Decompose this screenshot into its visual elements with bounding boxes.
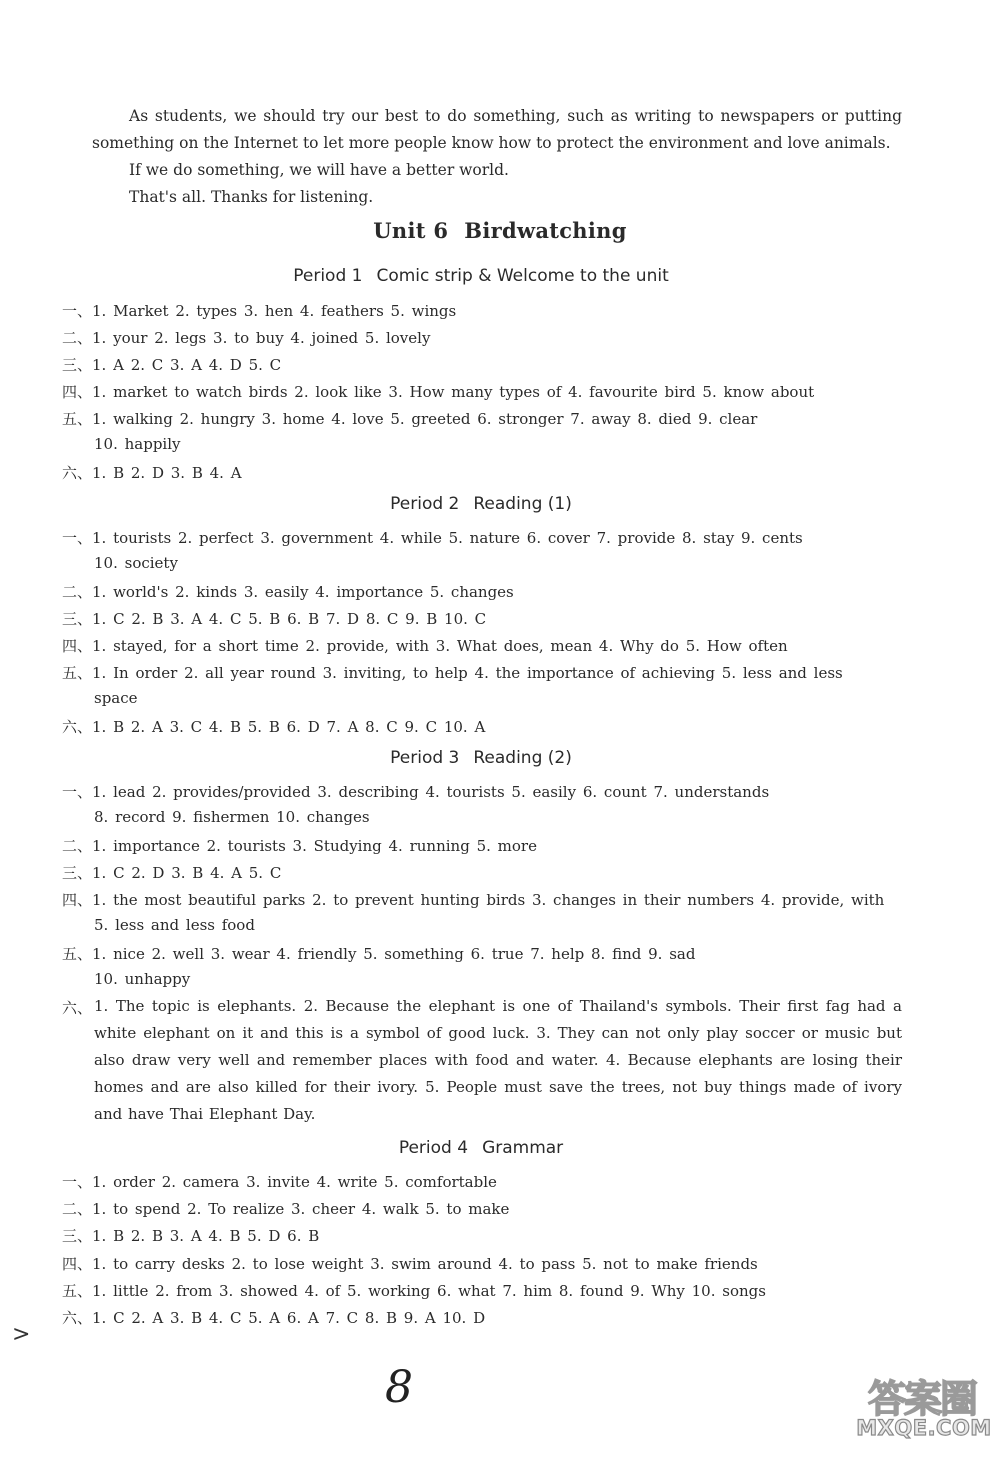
answer-text: 1. order 2. camera 3. invite 4. write 5. comfortable <box>92 1173 497 1191</box>
answer-text: 1. world's 2. kinds 3. easily 4. importance 5. changes <box>92 583 514 601</box>
answer-text: 1. tourists 2. perfect 3. government 4. while 5. nature 6. cover 7. provide 8. stay 9. cents <box>92 529 803 547</box>
section-number: 四、 <box>62 891 93 909</box>
intro-paragraph-3: That's all. Thanks for listening. <box>129 188 374 206</box>
answer-line-continued <box>94 554 934 572</box>
period-4-heading <box>0 1138 962 1158</box>
intro-paragraph-2: If we do something, we will have a better world. <box>129 161 509 179</box>
section-number: 六、 <box>62 1309 93 1327</box>
answer-text: 10. unhappy <box>94 970 191 988</box>
section-number: 一、 <box>62 1173 93 1191</box>
answer-line <box>62 943 902 964</box>
section-number: 一、 <box>62 783 93 801</box>
answer-line <box>62 635 902 656</box>
answer-line-continued <box>94 970 934 988</box>
answer-text: 5. less and less food <box>94 916 255 934</box>
period-2-heading <box>0 494 962 514</box>
section-number: 六、 <box>62 999 93 1017</box>
period-label: Period 1 <box>293 266 363 286</box>
period-topic: Reading (2) <box>473 748 572 768</box>
answer-text: 1. little 2. from 3. showed 4. of 5. working 6. what 7. him 8. found 9. Why 10. songs <box>92 1282 766 1300</box>
period-3-heading <box>0 748 962 768</box>
section-number: 四、 <box>62 1255 93 1273</box>
answer-text: 1. the most beautiful parks 2. to prevent hunting birds 3. changes in their numbers 4. provide, with <box>92 891 885 909</box>
watermark-glyphs: 答案圈 <box>867 1377 976 1421</box>
answer-line <box>62 835 902 856</box>
answer-line <box>62 581 902 602</box>
section-number: 二、 <box>62 583 93 601</box>
answer-line <box>62 1198 902 1219</box>
answer-line <box>62 889 902 910</box>
section-six-number <box>62 997 92 1018</box>
answer-line-continued <box>94 689 934 707</box>
answer-text: 8. record 9. fishermen 10. changes <box>94 808 370 826</box>
answer-line <box>62 608 902 629</box>
answer-line <box>62 327 902 348</box>
answer-line <box>62 408 902 429</box>
section-number: 五、 <box>62 945 93 963</box>
edge-mark: > <box>12 1322 31 1347</box>
answer-line-continued <box>94 916 934 934</box>
speech-conclusion <box>92 103 902 211</box>
answer-text: 1. Market 2. types 3. hen 4. feathers 5. wings <box>92 302 457 320</box>
section-number: 四、 <box>62 383 93 401</box>
section-number: 四、 <box>62 637 93 655</box>
section-number: 三、 <box>62 356 93 374</box>
answer-line <box>62 1307 902 1328</box>
answer-text: 10. society <box>94 554 178 572</box>
period-topic: Comic strip & Welcome to the unit <box>376 266 669 286</box>
answer-text: 1. C 2. B 3. A 4. C 5. B 6. B 7. D 8. C 9. B 10. C <box>92 610 487 628</box>
answer-text: 1. C 2. A 3. B 4. C 5. A 6. A 7. C 8. B 9. A 10. D <box>92 1309 486 1327</box>
answer-text: 1. market to watch birds 2. look like 3. How many types of 4. favourite bird 5. know about <box>92 383 815 401</box>
section-number: 六、 <box>62 464 93 482</box>
intro-paragraph-1b: something on the Internet to let more people know how to protect the environment and love animals. <box>92 134 891 152</box>
intro-paragraph-1a: As students, we should try our best to do something, such as writing to newspapers or putting <box>129 107 902 125</box>
section-number: 三、 <box>62 1227 93 1245</box>
period-label: Period 2 <box>390 494 460 514</box>
answer-text: 1. B 2. A 3. C 4. B 5. B 6. D 7. A 8. C 9. C 10. A <box>92 718 486 736</box>
answer-text: 1. lead 2. provides/provided 3. describing 4. tourists 5. easily 6. count 7. understands <box>92 783 770 801</box>
answer-line <box>62 862 902 883</box>
answer-line <box>62 781 902 802</box>
answer-text: 1. A 2. C 3. A 4. D 5. C <box>92 356 282 374</box>
answer-line <box>62 1225 902 1246</box>
answer-line-continued <box>94 808 934 826</box>
period-label: Period 4 <box>398 1138 469 1158</box>
answer-text: 1. B 2. D 3. B 4. A <box>92 464 242 482</box>
section-number: 三、 <box>62 610 93 628</box>
section-number: 五、 <box>62 1282 93 1300</box>
period-topic: Reading (1) <box>473 494 572 514</box>
section-six-answers: 1. The topic is elephants. 2. Because the elephant is one of Thailand's symbols. Their first fag had a white elephant on it and this is a symbol of good luck. 3. They can not only play soccer or music but also draw very well and remember places with food and water. 4. Because elephants are losing their homes and are also killed for their ivory. 5. People must save the trees, not buy things made of ivory and have Thai Elephant Day. <box>94 997 902 1123</box>
period-1-heading <box>0 266 962 286</box>
period-topic: Grammar <box>482 1138 564 1158</box>
answer-line <box>62 381 902 402</box>
unit-label: Unit 6 <box>373 218 449 243</box>
answer-text: 1. In order 2. all year round 3. inviting, to help 4. the importance of achieving 5. less and less <box>92 664 843 682</box>
answer-text: 1. walking 2. hungry 3. home 4. love 5. greeted 6. stronger 7. away 8. died 9. clear <box>92 410 758 428</box>
section-number: 二、 <box>62 837 93 855</box>
answer-line <box>62 1171 902 1192</box>
answer-line-continued <box>94 435 934 453</box>
unit-name: Birdwatching <box>464 218 627 243</box>
page-number: 8 <box>385 1362 413 1413</box>
answer-line <box>62 662 902 683</box>
section-number: 五、 <box>62 410 93 428</box>
section-number: 五、 <box>62 664 93 682</box>
answer-text: 1. nice 2. well 3. wear 4. friendly 5. something 6. true 7. help 8. find 9. sad <box>92 945 696 963</box>
section-number: 三、 <box>62 864 93 882</box>
answer-line <box>62 1253 902 1274</box>
section-number: 一、 <box>62 302 93 320</box>
answer-text: 1. B 2. B 3. A 4. B 5. D 6. B <box>92 1227 320 1245</box>
answer-line <box>62 716 902 737</box>
answer-line <box>62 527 902 548</box>
section-number: 一、 <box>62 529 93 547</box>
answer-text: 1. to spend 2. To realize 3. cheer 4. walk 5. to make <box>92 1200 510 1218</box>
answer-line <box>62 462 902 483</box>
unit-title <box>0 218 1000 243</box>
answer-text: 1. importance 2. tourists 3. Studying 4. running 5. more <box>92 837 537 855</box>
watermark-logo <box>852 1368 992 1453</box>
section-number: 二、 <box>62 329 93 347</box>
answer-text: 10. happily <box>94 435 181 453</box>
watermark-url: MXQE.COM <box>856 1416 992 1440</box>
section-number: 六、 <box>62 718 93 736</box>
answer-text: space <box>94 689 138 707</box>
period-label: Period 3 <box>390 748 460 768</box>
answer-line <box>62 300 902 321</box>
answer-text: 1. your 2. legs 3. to buy 4. joined 5. lovely <box>92 329 431 347</box>
answer-line <box>62 354 902 375</box>
answer-line <box>62 1280 902 1301</box>
answer-text: 1. C 2. D 3. B 4. A 5. C <box>92 864 282 882</box>
section-number: 二、 <box>62 1200 93 1218</box>
answer-text: 1. to carry desks 2. to lose weight 3. swim around 4. to pass 5. not to make friends <box>92 1255 758 1273</box>
answer-text: 1. stayed, for a short time 2. provide, with 3. What does, mean 4. Why do 5. How often <box>92 637 788 655</box>
